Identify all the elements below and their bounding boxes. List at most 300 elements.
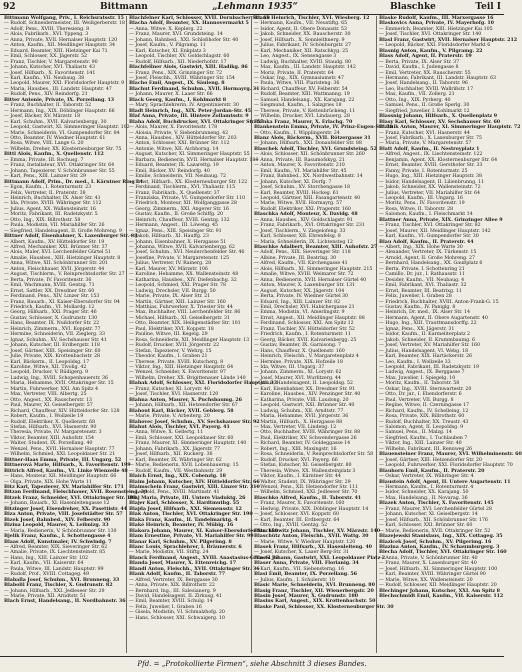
directory-entry: — Karl, Beamter, IX. Währinger Str. 62 (129, 457, 222, 463)
directory-entry: — Anna, Bedienerin, XVII. Hernalser Gürtel 40 (254, 277, 367, 283)
directory-entry: Blasnig Anton, Kaufm., V. Pilgramg. 22 (379, 47, 483, 54)
directory-entry: Blahut Alois, Tischler, XVI. Payerg. 41 (129, 423, 230, 430)
directory-entry: — Marie, Private, IX. Alser Str. 21 (129, 294, 211, 300)
directory-entry: — Anton, Schlosser, XXI. Brünner Str. 112 (129, 141, 230, 147)
directory-entry: — Rudolf, Pens., XIV. Reindorfg. 21 (4, 92, 88, 98)
directory-entry: — Emil, Wachmann, XVIII. Gentzg. 71 (4, 283, 95, 289)
directory-entry: — Maria, Hebamme, XVII. Jörgerstr. 36 (254, 414, 349, 420)
directory-entry: — Wenzel, Pens., XVII. Hernalser Hauptstr. 77 (4, 446, 115, 452)
directory-entry: Black Georg, Kaufm., I. Kohlmarkt 8 (129, 96, 227, 103)
directory-entry: — Heinrich, Dr. med., IX. Alser Str. 14 (379, 310, 470, 316)
directory-entry: — Hugo, Ing., XIII. Trauttmansdorffg. 22 (379, 321, 477, 327)
directory-entry: Blau Adolf, Kaufm., II. Praterstr. 44 (379, 238, 474, 245)
directory-entry: — Julius, Vertreter, VII. Mariahilfer Str. 64 (379, 190, 481, 196)
directory-entry: — Josef, Hilfsarb., XI. Simmeringer Hauptstr. 100 (379, 566, 498, 572)
directory-entry: — Johann, Bauarb., XI. Hasenleitengasse 12 (4, 501, 110, 507)
directory-entry: — Hermine, Private, XIX. Hofzeile 18 (254, 359, 343, 365)
directory-entry: — Fanny, Private, I. Rotenturmstr. 25 (379, 168, 468, 174)
column-4 (377, 15, 522, 653)
directory-entry: Blazek Anton, Tischler, X. Favoritenstr. 145 (379, 500, 494, 507)
directory-entry: — Rudolf, Schlosser, XII. Meidlinger Hauptstr. 20 (379, 583, 497, 589)
directory-entry: Blaustein Adolf, Agent, II. Untere Augartenstr. 11 (379, 478, 511, 485)
directory-entry: — Wilhelm, Dreher, XX. Brigittenauer Lände 140 (129, 375, 246, 381)
directory-entry: — Franziska, Private, VI. Gumpendorfer Str. 110 (129, 195, 246, 201)
directory-entry: — Robert, Kaufm., I. Wollzeile 19 (4, 414, 84, 420)
directory-entry: — Stefan, Kutscher, XI. Geiselbergstr. 80 (254, 463, 352, 469)
directory-entry: Bizek Josef, Bahnbed., XIV. Felberstr. 90 (4, 516, 111, 523)
directory-entry: — Karl, Beamter, III. Erdbergstr. 64 (254, 517, 340, 523)
directory-entry: — Rosa, Schneiderin, V. Reinprechtsdorfer Str. 58 (254, 452, 374, 458)
directory-entry: Bitter Antonie, Private, IX. Porzellang. 13 (4, 96, 115, 103)
directory-entry: — Otto, Ing., XVIII. Gentzg. 52 (254, 523, 328, 529)
directory-entry: — Walter, Student, IX. Währinger Str. 29 (254, 479, 351, 485)
directory-entry: Blazejewski Stanislaus, Ing., XIX. Cottageg. 35 (379, 533, 503, 540)
directory-entry: Blahovec Josef, Schuhm., XV. Sechshauser Str. 92 (129, 418, 260, 425)
directory-entry: — Leopold, Gastwirt, XI. Simmeringer Hauptstr. 102 (4, 125, 130, 131)
directory-entry: — Siegfried, Handelsagent, II. Große Mohreng. 9 (4, 228, 122, 234)
directory-entry: — Paul, Elektriker, XV. Schwendergasse 26 (254, 435, 357, 441)
directory-entry: — Josef, Fleischh., XVIII. Währinger Str. 154 (129, 75, 235, 81)
directory-entry: — Friedrich, Kaufm., VI. Mollardg. 12 (4, 305, 95, 311)
directory-entry: — Rudolf, Schneidermeister, III. Weißgerberstr. 18 (4, 21, 125, 27)
directory-entry: — Michael, Hilfsarb., XI. Geiselbergstr. 31 (129, 315, 230, 321)
directory-entry: — Paula, Witwe, VIII. Piaristeng. 36 (254, 81, 340, 87)
directory-entry: — Josef, Schuhm., XVI. Neulerchenfelder Str. 46 (129, 250, 245, 256)
directory-entry: — Leopold, Bäcker, XXI. Floridsdorfer Markt 6 (379, 43, 491, 49)
directory-entry: — Hermann, Ing., XIX. Döblinger Hauptstr. 66 (4, 108, 115, 114)
directory-entry: — Karl, Kaufm., VII. Neubaug. 38 (4, 75, 85, 81)
directory-entry: — Franz, Kutscher, XI. Lorystr. 40 (129, 386, 210, 392)
directory-entry: Blasel Johann, Gastwirt, XXI. Leopoldauer Platz 2 (254, 554, 386, 561)
directory-entry: Blattner Anna, Private, XIX. Grinzinger Allee 9 (379, 216, 503, 223)
directory-entry: — Karl, Kaufm., VII. Kaiserstr. 64 (4, 561, 84, 567)
directory-entry: — Desider, Kaufm., VII. Neubaug. 4 (379, 277, 465, 283)
directory-entry: — Johann, Maurer, X. Laaer Str. 66 (129, 92, 213, 98)
directory-entry: — Josef, Tischler, XVI. Ottakringer Str. 140 (379, 32, 482, 38)
directory-entry: — Ludwig, Ing., XVIII. Schopenhauerstr. 36 (4, 375, 108, 381)
directory-entry: — Otto, Beamter, IV. Wiedner Hauptstr. 61 (4, 135, 106, 141)
directory-entry: — Josef, Bäcker, XV. Märzstr. 18 (4, 114, 81, 120)
directory-entry: — Karl, Beamter, XIX. Hartäckerstr. 26 (379, 354, 473, 360)
directory-entry: — Berta, Private, I. Schottenring 21 (379, 266, 465, 272)
directory-entry: — Karl, Mechaniker, XII. Ratschkyg. 25 (254, 48, 349, 54)
directory-entry: — Hermine, Schneiderin, VII. Zieglerg. 33 (4, 332, 106, 338)
directory-entry: Blazina Anton, Kaufm., IV. Schaumburgerg. 3 (379, 543, 500, 550)
directory-entry: Blam Ernestine, Private, VI. Mariahilfer Str. 99 (129, 533, 254, 540)
directory-entry: — Anton, Maurer, X. Favoritenstr. 210 (254, 163, 345, 169)
volume-part: Teil I (475, 2, 501, 12)
directory-entry: Blaich Ernst, Ing., XIX. Cobenzlg. 18 (129, 473, 226, 480)
directory-entry: — Johann, Kutscher, XVI. Thaliastr. 43 (4, 65, 96, 71)
directory-entry: — Franz, Maurer, XVI. Lerchenfelder Gürtel 28 (379, 506, 492, 512)
directory-entry: — Emma, Modistin, VI. Amerlingstr. 9 (254, 310, 345, 316)
directory-entry: Blaschka Adolf, Monteur, X. Davidg. 48 (254, 211, 358, 218)
directory-entry: — Franz, Pens., XIX. Grinzinger Str. 72 (129, 70, 223, 76)
directory-entry: — Martin, Fuhrwerker, XXI. Am Spitz 4 (4, 386, 98, 392)
directory-entry: — Josef, Hilfsarb., XII. Schönbrunner Str. 176 (379, 517, 488, 523)
directory-entry: — Jakob, Schneider, XX. Wallensteinstr. 72 (379, 185, 481, 191)
directory-entry: — Berta, Private, IV. Wiedner Gürtel 30 (254, 294, 349, 300)
directory-entry: — Rudolf, Hilfsarb., XII. Niederhofstr. 17 (129, 59, 227, 65)
directory-entry: — Max, Handelsang., II. Novarag. 36 (379, 495, 468, 501)
directory-entry: — Theodor, Kaufm., I. Graben 21 (129, 354, 208, 360)
directory-entry: — Emil, Bäcker, XV. Reindorfg. 40 (129, 168, 210, 174)
directory-entry: — Bernhard, Handelsang., XX. Gaußplatz 6 (379, 261, 483, 267)
directory-entry: — Ignaz, Pens., XX. Jägerstr. 31 (379, 326, 455, 332)
directory-entry: Blasic Marie, Schneiderin, XVI. Brunneng. 80 (254, 582, 375, 589)
directory-entry: — Franz, Bauarb., XI. Kaiser-Ebersdorfer Str. 94 (4, 299, 120, 305)
directory-entry: — Franz, Fabrikarb., X. Quellenstr. 37 (129, 190, 220, 196)
directory-entry: — Amalie, Hausbes., XIII. Hietzinger Hauptstr. 8 (4, 255, 121, 261)
directory-entry: — Hermann, Kaufm., I. Rotenturmstr. 4 (379, 484, 474, 490)
directory-entry: Bittmann Wolfgang, Priv., I. Reichsratsstr. 15 (4, 15, 124, 21)
directory-entry: — Emil, Fabrikant, XVI. Thaliastr. 32 (379, 283, 467, 289)
directory-entry: — Martin, Hilfsarb., X. Herzgasse 88 (254, 419, 343, 425)
directory-entry: — Alois, Maler, XVI. Lerchenfelder Gürtel 51 (4, 250, 111, 256)
directory-entry: Blauensteiner Franz, Maurer, XVI. Wilhelminenstr. 60 (379, 451, 522, 458)
directory-entry: — Alfred, Kaufm., VII. Kirchengasse 41 (254, 261, 348, 267)
directory-entry: Bittner Adolf, Eisenbahner, X. Laxenburger Str. 88 (4, 233, 138, 240)
directory-entry: — Anna, Witwe, XII. Schönbrunner Str. 201 (4, 261, 108, 267)
directory-entry: — Wenzel, Pens., XII. Hetzendorfer Str. 111 (254, 484, 359, 490)
directory-entry: — Marie, Schneiderin, VI. Gumpendorfer Str. 84 (4, 130, 120, 136)
directory-entry: — Wilhelm, Drucker, XVI. Lindauerg. 28 (254, 114, 350, 120)
directory-entry: Bjelik Franz, Kaufm., I. Schottengasse 4 (4, 533, 111, 540)
directory-entry: — Moritz, Pens., IV. Favoritenstr. 19 (379, 201, 465, 207)
directory-entry: Blaballa Josef, Schuhm., XVI. Brunneng. 33 (4, 576, 120, 583)
directory-entry: — Paul, Vertreter, VII. Burgg. 8 (379, 397, 454, 403)
directory-entry: — Hans, Schlosser, XXI. Schwaigerg. 10 (129, 615, 225, 621)
directory-entry: — Rosa, Witwe, II. Taborstr. 28 (379, 206, 454, 212)
directory-entry: — Viktor, Ing., XIII. Hietzinger Hauptstr. 64 (129, 365, 234, 370)
directory-entry: — Ferdinand, Tischlerm., XVI. Thaliastr. 115 (129, 185, 236, 191)
directory-entry: Biza Anton, Private, VIII. Josefstädter Str. 57 (4, 511, 123, 518)
directory-entry: — Karl, Schuhm., XVII. Kalvarienbergg. 30 (4, 119, 107, 125)
directory-entry: — Alois, Fabrikarb., XVI. Yppeng. 3 (4, 32, 89, 38)
directory-entry: — Karl, Bäckerm., II. Leopoldsg. 17 (4, 359, 90, 365)
directory-entry: — Franz, Maurer, X. Laxenburger Str. 40 (379, 561, 477, 567)
directory-entry: — Eduard, Beamter, IX. Lazarettg. 19 (129, 163, 219, 169)
directory-entry: — Hermann, Kaufm., VII. Neustiftg. 65 (254, 21, 348, 27)
directory-entry: — Moriz, Private, II. Praterstr. 64 (254, 70, 334, 76)
directory-entry: Blasy Karl, Schlosser, XV. Sechshauser Str. 60 (379, 118, 501, 125)
directory-entry: Blauhorn Emil, Kaufm., II. Praterstr. 20 (379, 467, 485, 474)
directory-entry: — Therese, Private, V. Kettenbrückeng. 11 (254, 108, 356, 114)
directory-entry: — Johann, Hilfsarb., XXI. Donaufelder Str. 88 (254, 141, 362, 147)
directory-entry: — Julius, Handelsagent, VI. Webg. 18 (379, 348, 469, 354)
directory-entry: Blaschek Adolf, Tischler, XVI. Grundsteing. 52 (254, 145, 377, 152)
directory-entry: — Ernst, Angest., XII. Meidlinger Hauptstr. 88 (254, 315, 365, 321)
directory-entry: Blaké Heinrich, Beamter, IV. Mühlg. 16 (129, 522, 234, 529)
directory-entry: Blaschütz Anton, Fleischh., XVII. Wattg. 30 (254, 533, 369, 540)
directory-entry: — Mary, Sprachlehrerin, IV. Argentinierstr. 30 (129, 103, 239, 109)
directory-entry: — Leopold, Schmied, XXI. Prager Str. 78 (129, 283, 227, 289)
directory-entry: — Johann, Hilfsarb., XXI. Jedleseer Str. 29 (4, 588, 105, 594)
directory-entry: — Leopold, Fuhrwerker, XXI. Floridsdorfer Hauptstr. 70 (379, 463, 513, 469)
directory-entry: Blaha Adolf, Buchdrucker, XVI. Ottakringer Str. 57 (129, 118, 264, 125)
directory-entry: — Maria, Bedienerin, V. Schönbrunner Str. 130 (4, 528, 117, 534)
directory-entry: — Anna, Private, XIX. Billrothstr. 22 (129, 583, 215, 589)
directory-entry: — Moritz, Kaufm., II. Taborstr. 58 (379, 381, 460, 387)
directory-entry: Blasig Franz, Tischler, XII. Wienerbergstr. 20 (254, 587, 374, 594)
directory-entry: — Wilhelm, Schmied, XXI. Leopoldauer Str. 21 (4, 452, 116, 458)
directory-entry: — Hans, Monteur, XII. Meidlinger Hauptstr. 66 (4, 474, 117, 480)
directory-entry: — Jakob, Hilfsarb., XI. Hauffg. 23 (129, 234, 209, 240)
directory-entry: Blachut Ferdinand, Schuhm., XVII. Hormayrg. 31 (129, 85, 260, 92)
directory-entry: Bitzinger Josef, Eisendreher, XX. Pasettistr. 44 (4, 505, 127, 512)
directory-entry: Blak Anton, Tischler, XVI. Ottakringer Str. 190 (129, 511, 253, 518)
directory-entry: — Julius, Fabrikant, IV. Schönburgstr. 27 (254, 43, 351, 49)
directory-entry: — Adolf, Pens., XVIII. Theresieng. 8 (4, 26, 90, 32)
directory-entry: — Max, Juwelier, I. Spiegelg. 10 (379, 375, 456, 381)
directory-entry: — Franz, Maurer, XI. Simmeringer Hauptstr. 140 (129, 441, 247, 447)
directory-entry: — Felix, Juwelier, I. Graben 16 (129, 604, 202, 610)
directory-entry: — Johann, Hilfsarb., XII. Hetzendorfer Str. 67 (129, 403, 238, 409)
directory-entry: — Hermann, Fabrikant, III. Landstr. Hauptstr. 63 (379, 75, 497, 81)
directory-entry: — Jakob, Schneider, II. Krummbaumg. 6 (379, 337, 476, 343)
directory-entry: — Otto, Dr. jur., I. Ebendorferstr. 6 (379, 392, 462, 398)
directory-entry: — Friedrich, Kaufm., I. Rotenturmstr. 11 (254, 332, 351, 338)
directory-entry: — Rudolf, Kaufm., VII. Westbahnstr. 29 (129, 468, 223, 474)
directory-entry: Blasek Franz, Hilfsarb., XI. Hasenleiteng. 40 (254, 543, 372, 550)
directory-entry: — Leopold, Gastwirt, XXI. Brünner Str. 40 (254, 403, 355, 409)
directory-entry: Blahout Karl, Bäcker, XVII. Geblerg. 58 (129, 407, 234, 414)
directory-entry: — Wilhelm, Dreher, XX. Klosterneuburger Str. 75 (4, 146, 122, 152)
directory-entry: — Marie, Bedienerin, XVII. Ottakringer Str. 52 (379, 528, 491, 534)
directory-entry: — Otto, Buchhalter, XVIII. Währinger Str. 88 (254, 430, 361, 436)
directory-entry: — Viktor, Beamter, XIII. Auhofstr. 154 (4, 435, 95, 441)
directory-entry: — Pauline, Witwe, III. Kegelg. 29 (129, 332, 208, 338)
directory-entry: — Johann, Kutscher, III. Erdbergstr. 118 (4, 343, 100, 349)
directory-entry: Blakora Johann, Maurer, XI. Kaiser-Ebersdorfer Str. 150 (129, 527, 278, 534)
directory-entry: — Franz, Kutscher, XVI. Hasnerstr. 44 (379, 130, 470, 136)
directory-entry: — Eduard, Beamter, XIII. Hietzinger Kai 71 (4, 48, 108, 54)
directory-entry: — Karl, Eisenbahner, XX. Dresdner Str. 91 (254, 386, 356, 392)
directory-entry: — Richard, Chauffeur, XIV. Hütteldorfer Str. 128 (4, 408, 120, 414)
directory-entry: — Hans, Beamter, IX. Nußdorfer Str. 22 (4, 321, 100, 327)
directory-entry: — Jakob, Schneider, XX. Rauscherstr. 30 (254, 32, 351, 38)
directory-entry: — Anna, Private, V. Schönbrunner Str. 40 (379, 555, 478, 561)
directory-entry: Blaser Anna, Private, VIII. Florianig. 34 (254, 560, 359, 567)
directory-entry: — Karoline, Hebamme, XX. Wallensteinstr. 48 (129, 272, 239, 278)
directory-entry: Blatt Adolf, Kaufm., II. Nestroyplatz 1 (379, 145, 480, 152)
directory-entry: — Johann, Fabrikarb., XX. Jägerstr. 77 (129, 446, 221, 452)
directory-entry: — Gustav, Schlosser, X. Gudrunstr. 130 (4, 315, 98, 321)
directory-entry: — Gustav, Beamter, IX. Garnisong. 7 (254, 343, 341, 349)
directory-entry: Blank Adolf, Kaufm., II. Taborstr. 77 (129, 571, 226, 578)
directory-entry: — Siegfried, Juwelier, I. Kohlmarkt 12 (379, 108, 470, 114)
directory-entry: — Josef, Gärtner, XIII. Speisinger Str. 60 (4, 348, 101, 354)
directory-entry: Blanda Josef, Maurer, X. Ettenreichg. 17 (129, 560, 236, 567)
directory-entry: — Otto, Ing., XIX. Pyrkerg. 40 (379, 97, 451, 103)
directory-entry: — Katharina, Hausbes., XIV. Diefenbachg. 32 (129, 277, 237, 283)
directory-entry: — Anna, Private, XVII. Hernalser Hauptstr. 120 (4, 37, 118, 43)
directory-entry: — Franz, Installateur, XVI. Ottakringer Str. 64 (4, 163, 115, 169)
directory-entry: Blecha Adolf, Tischler, XVI. Ottakringer Str. 160 (379, 549, 507, 556)
directory-entry: — Marie, Witwe, XX. Wallensteinstr. 20 (379, 577, 473, 583)
directory-entry: — Robert, Ing., XIII. Maxingstr. 16 (254, 446, 337, 452)
directory-entry: — Richard, Kaufm., IV. Schelleing. 12 (379, 408, 469, 414)
directory-entry: — Josef, Schlosser, XVI. Koppstr. 60 (254, 512, 339, 518)
directory-entry: — Josef, Hilfsarb., XII. Ruckerg. 36 (129, 452, 213, 458)
directory-entry: — Karl, Kaufm., VII. Siebensterng. 16 (254, 566, 345, 572)
directory-entry: — Maria, Hebamme, XVII. Ottakringer Str. 15 (4, 381, 114, 387)
directory-entry: — Theresia, Private, IV. Margaretenstr. 3 (4, 430, 102, 436)
directory-entry: — Leopold, Gärtner, XIII. Fasangartenstr. 40 (254, 195, 361, 201)
directory-entry: Blachfellner Alois, Gastwirt, XIII. Hadikg. 86 (129, 64, 248, 71)
directory-entry: — Hermann, Agent, II. Obere Augartenstr. 40 (379, 315, 488, 321)
directory-entry: — Isidor, Schneider, XX. Karajang. 50 (379, 490, 469, 496)
directory-entry: — Karl, Kutscher, XI. Enkplatz 3 (129, 48, 206, 54)
directory-entry: — Johann, Kutscher, XI. Geiselbergstr. 14 (379, 512, 478, 518)
directory-entry: Blaske Rudolf, Kaufm., III. Marxergasse 16 (379, 15, 494, 21)
directory-entry: — Stefan, Tapezierer, V. Wehrg. 15 (129, 348, 212, 354)
directory-entry: — Oskar, Vertreter, IX. Währinger Str. 4 (379, 474, 474, 480)
directory-entry: — Otto, Ing., XIX. Billrothstr. 58 (4, 217, 81, 223)
directory-entry: — Max, Kaufm., III. Landstr. Hauptstr. 142 (254, 65, 356, 71)
directory-entry: — Rosa, Private, XIX. Billrothstr. 60 (379, 414, 465, 420)
directory-entry: — Emil, Kaufm., VI. Mariahilfer Str. 45 (254, 168, 347, 174)
directory-entry: — Paul, Elektriker, XVI. Koppstr. 18 (129, 326, 214, 332)
directory-entry: — Rudolf, Elektriker, X. Quellenstr. 68 (4, 419, 95, 425)
directory-entry: — August, Kutscher, XI. Simmeringer Hauptstr. 55 (129, 152, 250, 158)
directory-entry: — Amalie, Witwe, XVIII. Weimarer Str. 72 (254, 272, 354, 278)
directory-entry: — Ernst, Beamter, XVIII. Gersthofer Str. 33 (379, 163, 483, 169)
directory-entry: — Paula, Modistin, VII. Mariahilfer Str. 26 (4, 223, 105, 229)
directory-entry: — Berta, Private, IV. Favoritenstr. 36 (4, 277, 92, 283)
directory-entry: — Albert, Ing., XIX. Hohe Warte 30 (379, 245, 463, 251)
directory-entry: — Josef, Vertreter, XV. Mariahilfer Str. 160 (379, 343, 481, 349)
directory-entry: — Olga, Private, XIX. Hohe Warte 11 (4, 479, 92, 485)
directory-entry: — Walter, Student, IX. Porzellang. 40 (4, 441, 93, 447)
directory-entry: — Bernhard, Ing., III. Salesianerg. 9 (129, 588, 216, 594)
directory-entry: — Emmerich, Beamter, XIII. Hietzinger Kai 105 (379, 26, 493, 32)
directory-entry: — Felix, Vertreter, II. Praterstr. 38 (4, 190, 86, 196)
directory-entry: — Franz, Maurer, XVI. Grundsteing. 14 (129, 32, 223, 38)
directory-entry: — Franz, Tischler, V. Margaretenstr. 90 (4, 59, 98, 65)
column-1 (2, 15, 148, 653)
directory-entry: — Friedrich, Buchhalter, XVIII. Anton-Frank-G. 15 (379, 299, 499, 305)
directory-entry: — Heinrich, Chauffeur, XVIII. Gentzg. 132 (129, 217, 230, 223)
directory-entry: Blabolil Franz, Tischler, X. Gudrunstr. 82 (4, 582, 113, 589)
directory-entry: Bitzek Franz, Schneider, XVI. Ottakringer Str. 108 (4, 494, 137, 501)
directory-entry: — Salomon, Kaufm., I. Fleischmarkt 14 (379, 212, 473, 218)
directory-entry: Blaschke Adalbert, Beamter, XIII. Auhofstr. 27 (254, 244, 378, 251)
directory-entry: — Heinrich, Zimmerm., XVI. Koppstr. 77 (4, 326, 101, 332)
directory-entry: — Leopold, Pens., XVIII. Martinstr. 41 (129, 490, 220, 496)
directory-entry: Bittnerová Marie, Hilfsarb., X. Favoritenstr. 199 (4, 462, 131, 469)
directory-entry: — Martin, Gärtner, XIII. Lainzer Str. 160 (129, 299, 226, 305)
directory-entry: — Benjamin, Agent, XX. Klosterneuburger Str. 64 (379, 157, 498, 163)
directory-entry: — Otto, Angest., XX. Rauscherstr. 13 (4, 397, 92, 403)
running-head-last-name: Blaschke (390, 2, 436, 12)
directory-entry: — Franz, Bahnbed., XX. Nordwestbahnstr. 14 (254, 174, 363, 180)
directory-entry: — Ida, Witwe, III. Ungarg. 37 (254, 365, 325, 370)
directory-entry: — Julius, Kaufm., I. Schulerstr. 10 (254, 577, 335, 583)
directory-entry: Blasius Karl, Angest., XIX. Krottenbachstr. 50 (254, 598, 376, 605)
directory-entry: — Marie, Modistin, VII. Stiftg. 24 (129, 550, 209, 556)
directory-entry: — Otto, Beamter, XIX. Heiligenstädter Str. 101 (129, 321, 241, 327)
directory-entry: — Franz, Tischler, XV. Hütteldorfer Str. 52 (254, 326, 355, 332)
directory-entry: — Siegfried, Kaufm., I. Tuchlauben 7 (379, 435, 468, 441)
directory-entry: Blanz Alois, Bäckerm., XVII. Rötzergasse 31 (254, 134, 371, 141)
directory-title: „Lehmann 1935“ (212, 2, 298, 12)
directory-entry: — Oskar, Ing., XIX. Gymnasiumstr. 47 (254, 75, 344, 81)
directory-entry: Blaf Anna, Private, III. Hintere Zollamtsstr. 9 (129, 113, 249, 120)
directory-entry: — Josefine, Private, V. Margaretenstr. 125 (129, 255, 230, 261)
directory-entry: — Samuel, Handelsang., XX. Karajang. 22 (254, 97, 355, 103)
directory-entry: — Rudolf, Beamter, XIII. Wattmanng. 19 (254, 92, 350, 98)
directory-entry: — Wilhelm, Fabrikant, III. Rennweg 26 (379, 446, 473, 452)
directory-entry: Blazicek Josef, Schuhm., XV. Pilgerimg. 16 (379, 538, 492, 545)
directory-entry: — Emil, Schlosser, XX. Jägerstr. 52 (4, 54, 87, 60)
directory-entry: — Isidor, Kaufm., II. Karmeliterplatz 2 (379, 332, 471, 338)
directory-entry: — Adolf, Pens., XIX. Sieveringer Str. 118 (254, 250, 351, 256)
directory-entry: — Julius, Handelsagent, II. Leopoldsg. 52 (254, 381, 353, 387)
directory-entry: — Gisela, Modistin, VI. Schmalzhofg. 20 (129, 610, 225, 616)
directory-entry: — Josef, Fabrikarb., X. Laxenburger Str. 75 (379, 135, 482, 141)
page-footer: Pfd. = „Protokollierte Firmen“, siehe Abschnitt 3 dieses Bandes. (0, 656, 504, 672)
directory-entry: Blahak Adolf, Schlosser, XXI. Floridsdorfer Hauptstr. 33 (129, 380, 278, 387)
directory-entry: — Johann, Kutscher, XI. Dorfg. 7 (254, 179, 332, 185)
directory-entry: — Ernst, Sattler, XX. Dresdner Str. 60 (4, 288, 95, 294)
directory-entry: — Moritz, Fabrikant, III. Radetzkystr. 5 (4, 212, 98, 218)
directory-entry: — Isidor, Handelsagent, II. Lilienbrunng. 11 (379, 179, 485, 185)
directory-entry: — Felix, Juwelier, I. Graben 28 (379, 294, 452, 300)
directory-entry: — Rudolf, Elektriker, XXI. Pragerstr. 160 (254, 206, 351, 212)
directory-entry: — Katharina, Private, VIII. Laudong. 20 (254, 397, 349, 403)
directory-entry: — Karl, Maurer, XV. Märzstr. 106 (129, 266, 208, 272)
directory-entry: — Alfred, Angest., IX. Liechtensteinstr. 122 (379, 152, 483, 158)
directory-entry: — Leo, Kaufm., I. Wollzeile 33 (379, 359, 451, 365)
directory-entry: Blaschko Alfred, Kaufm., II. Taborstr. 41 (254, 494, 362, 501)
directory-entry: — Julie, Private, XIX. Krottenbachstr. 28 (4, 354, 101, 360)
directory-entry: — Emil, Schlosser, XXI. Leopoldauer Str. 60 (129, 435, 234, 441)
directory-entry: — Emil, Beamter, XVIII. Schulg. 14 (129, 599, 213, 605)
directory-entry: Bizina Leopold, Maurer, X. Leibnizg. 33 (4, 522, 109, 529)
directory-entry: — Siegmund, Kaufm., I. Salzgries 18 (254, 103, 342, 109)
directory-entry: Blajda Josef, Hilfsarb., XXI. Siemensstr. 12 (129, 505, 242, 512)
directory-entry: Blandl Anton, Fleischh., XVII. Ottakringer Str. 36 (129, 565, 260, 572)
running-head-first-name: Bittmann (100, 2, 148, 12)
directory-entry: — Barbara, Bedienerin, XVII. Hernalser Hauptstr. 188 (129, 157, 259, 163)
directory-entry: — Ludwig, Buchhalter, XVIII. Staudg. 80 (254, 59, 352, 65)
directory-entry: — Paula, Witwe, III. Landstr. Hauptstr. 99 (4, 566, 104, 572)
directory-entry: Blasl Franz, Gastwirt, XVII. Hernalser Hauptstr. 212 (379, 36, 518, 43)
directory-entry: — Regine, Witwe, II. Czerningasse 17 (379, 403, 470, 409)
column-3 (252, 15, 394, 653)
directory-entry: — Max, Vertreter, VII. Lindeng. 12 (254, 424, 337, 430)
directory-entry: — Marie, Witwe, XVII. Hormayrg. 57 (254, 201, 343, 207)
directory-entry: — Berta, Private, IX. Alser Str. 37 (379, 59, 460, 65)
directory-entry: — David, Handelsagent, II. Zirkusg. 41 (129, 594, 223, 600)
directory-entry: — Rudolf, Drucker, XVI. Payerg. 66 (254, 457, 338, 463)
directory-entry: Blacha Adolf, Beamter, XX. Hannovermarkt 5 (129, 20, 249, 27)
directory-entry: Blasi Emil, Beamter, IX. Porzellang. 56 (254, 571, 357, 578)
directory-entry: — Leopold, Tischler, XV. Goldschlagstr. 60 (129, 54, 230, 60)
directory-entry: — Egon, Kaufm., I. Rotenturmstr. 23 (4, 185, 92, 191)
directory-entry: Blankenstein Emma, Private, IV. Prinz-Eugen-Str. 58 (254, 124, 393, 131)
directory-entry: — Karoline, Hausbes., XIV. Penzinger Str. 40 (254, 392, 361, 398)
directory-entry: Blacho Emil, Angest., IX. Säuleng. 8 (129, 80, 225, 87)
directory-entry: — August, Tischlerm., V. Reinprechtsdorfer Str. 27 (4, 272, 125, 278)
directory-entry: — Franz, Buchhalter, II. Taborstr. 52 (4, 103, 92, 109)
directory-entry: — Alfred, Vertreter, IX. Berggasse 30 (129, 577, 218, 583)
directory-entry: — Matthias, Fuhrwerker, X. Triester Str. 44 (129, 305, 233, 311)
directory-entry: — Georg, Zimmerm., XXI. Angerer Str. 16 (129, 206, 229, 212)
directory-entry: — Leopold, Drucker, V. Rüdigerg. 9 (4, 370, 88, 376)
directory-entry: — Richard, Chauffeur, XV. Felberstr. 54 (254, 86, 348, 92)
